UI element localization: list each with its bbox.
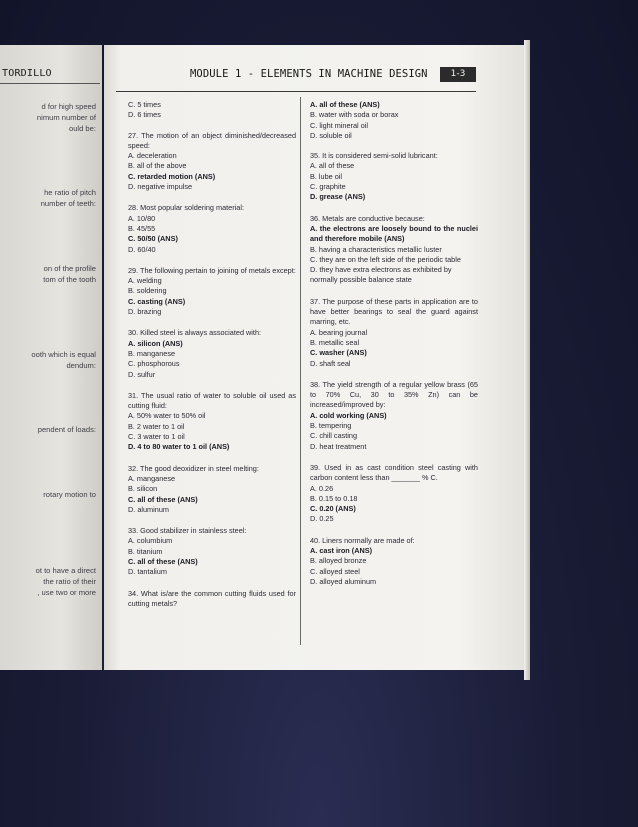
page-number-badge: 1-3 <box>440 67 476 82</box>
question-stem: 28. Most popular soldering material: <box>128 203 244 213</box>
question-stem: 38. The yield strength of a regular yellow brass (65 to 70% Cu, 30 to 35% Zn) can be increased/improved by: <box>310 379 478 410</box>
question-stem: 32. The good deoxidizer in steel melting: <box>128 463 259 473</box>
question-stem: 40. Liners normally are made of: <box>310 535 415 545</box>
option-line: B. metallic seal <box>310 337 360 347</box>
answer-option: C. all of these (ANS) <box>128 556 198 566</box>
option-line: A. 0.26 <box>310 483 334 493</box>
option-line: D. shaft seal <box>310 358 351 368</box>
document-page <box>104 45 524 670</box>
answer-option: A. cast iron (ANS) <box>310 545 373 555</box>
question-34 <box>128 589 296 610</box>
previous-page <box>0 45 102 670</box>
option-line: C. chill casting <box>310 431 358 441</box>
left-page-fragment: d for high speed <box>41 102 96 111</box>
option-line: C. graphite <box>310 182 346 192</box>
answer-option: C. 0.20 (ANS) <box>310 504 356 514</box>
header-rule <box>116 91 476 92</box>
answer-option: D. 4 to 80 water to 1 oil (ANS) <box>128 442 230 452</box>
left-page-fragment: dendum: <box>66 361 96 370</box>
question-stem: 37. The purpose of these parts in application are to have better bearings to seal the guard against marring, etc. <box>310 296 478 327</box>
option-line: D. they have extra electrons as exhibited by normally possible balance state <box>310 265 452 285</box>
option-line: A. 50% water to 50% oil <box>128 411 206 421</box>
option-line: B. titanium <box>128 546 163 556</box>
right-column <box>310 100 478 598</box>
option-line: B. tempering <box>310 421 352 431</box>
option-line: D. aluminum <box>128 504 169 514</box>
left-page-fragment: rotary motion to <box>43 490 96 499</box>
question-stem: 36. Metals are conductive because: <box>310 213 425 223</box>
left-page-fragment: he ratio of pitch <box>44 188 96 197</box>
left-page-fragment: number of teeth: <box>40 199 96 208</box>
question-27 <box>128 131 296 193</box>
question-37 <box>310 297 478 369</box>
carryover-options <box>310 100 478 141</box>
question-stem: 31. The usual ratio of water to soluble oil used as cutting fluid: <box>128 390 296 411</box>
option-line: D. soluble oil <box>310 130 352 140</box>
left-page-header: TORDILLO <box>2 68 52 79</box>
option-line: B. 0.15 to 0.18 <box>310 493 358 503</box>
left-page-fragment: the ratio of their <box>43 577 96 586</box>
option-line: B. lube oil <box>310 171 343 181</box>
option-line: A. manganese <box>128 473 176 483</box>
option-line: D. sulfur <box>128 369 156 379</box>
option-line: A. all of these <box>310 161 355 171</box>
option-line: D. negative impulse <box>128 182 193 192</box>
left-header-rule <box>0 83 100 84</box>
answer-option: C. 50/50 (ANS) <box>128 234 178 244</box>
option-line: A. 10/80 <box>128 213 156 223</box>
page-edge-shadow <box>524 40 530 680</box>
question-30 <box>128 328 296 379</box>
option-line: B. water with soda or borax <box>310 110 399 120</box>
option-line: D. brazing <box>128 307 162 317</box>
option-line: C. alloyed steel <box>310 566 360 576</box>
option-line: D. 6 times <box>128 110 161 120</box>
option-line: C. they are on the left side of the periodic table <box>310 254 461 264</box>
option-line: A. welding <box>128 276 162 286</box>
module-title: MODULE 1 - ELEMENTS IN MACHINE DESIGN <box>190 68 428 80</box>
question-33 <box>128 526 296 577</box>
option-line: D. heat treatment <box>310 441 367 451</box>
option-line: B. silicon <box>128 484 158 494</box>
left-page-fragment: on of the profile <box>43 264 96 273</box>
question-28 <box>128 203 296 254</box>
option-line: B. having a characteristics metallic luster <box>310 244 442 254</box>
question-stem: 39. Used in as cast condition steel casting with carbon content less than _______ % C. <box>310 462 478 483</box>
answer-option: A. silicon (ANS) <box>128 338 183 348</box>
left-page-fragment: tom of the tooth <box>43 275 96 284</box>
answer-option: C. retarded motion (ANS) <box>128 171 216 181</box>
answer-option: C. all of these (ANS) <box>128 494 198 504</box>
option-line: C. 3 water to 1 oil <box>128 432 185 442</box>
option-line: C. 5 times <box>128 100 161 109</box>
question-stem: 35. It is considered semi-solid lubricant: <box>310 151 438 161</box>
option-line: A. columbium <box>128 536 173 546</box>
question-31 <box>128 391 296 453</box>
left-page-fragment: ot to have a direct <box>35 566 96 575</box>
option-line: B. alloyed bronze <box>310 556 367 566</box>
question-32 <box>128 464 296 515</box>
question-39 <box>310 463 478 525</box>
question-stem: 33. Good stabilizer in stainless steel: <box>128 526 247 536</box>
option-line: B. soldering <box>128 286 167 296</box>
answer-option: A. the electrons are loosely bound to the nuclei and therefore mobile (ANS) <box>310 223 478 244</box>
option-line: C. light mineral oil <box>310 120 368 130</box>
left-page-fragment: nimum number of <box>36 113 96 122</box>
option-line: D. alloyed aluminum <box>310 576 377 586</box>
carryover-options <box>128 100 296 121</box>
question-stem: 34. What is/are the common cutting fluids used for cutting metals? <box>128 588 296 608</box>
option-line: B. 2 water to 1 oil <box>128 421 185 431</box>
option-line: D. 0.25 <box>310 514 334 524</box>
answer-option: A. all of these (ANS) <box>310 100 380 109</box>
option-line: C. phosphorous <box>128 359 180 369</box>
left-page-fragment: pendent of loads: <box>37 425 96 434</box>
question-36 <box>310 214 478 286</box>
option-line: D. tantalium <box>128 567 167 577</box>
answer-option: D. grease (ANS) <box>310 192 366 202</box>
question-40 <box>310 536 478 587</box>
question-stem: 27. The motion of an object diminished/decreased speed: <box>128 130 296 150</box>
option-line: D. 60/40 <box>128 244 156 254</box>
option-line: A. deceleration <box>128 151 177 161</box>
question-stem: 30. Killed steel is always associated with: <box>128 328 262 338</box>
left-page-fragment: ooth which is equal <box>31 350 96 359</box>
question-38 <box>310 380 478 452</box>
question-35 <box>310 151 478 202</box>
option-line: B. all of the above <box>128 161 187 171</box>
left-page-fragment: ould be: <box>68 124 96 133</box>
answer-option: A. cold working (ANS) <box>310 410 387 420</box>
answer-option: C. washer (ANS) <box>310 348 367 358</box>
option-line: B. manganese <box>128 348 176 358</box>
left-page-fragment: , use two or more <box>37 588 96 597</box>
column-divider <box>300 97 301 645</box>
option-line: A. bearing journal <box>310 327 368 337</box>
left-column <box>128 100 296 620</box>
question-stem: 29. The following pertain to joining of metals except: <box>128 265 296 275</box>
answer-option: C. casting (ANS) <box>128 296 186 306</box>
question-29 <box>128 266 296 317</box>
option-line: B. 45/55 <box>128 223 156 233</box>
